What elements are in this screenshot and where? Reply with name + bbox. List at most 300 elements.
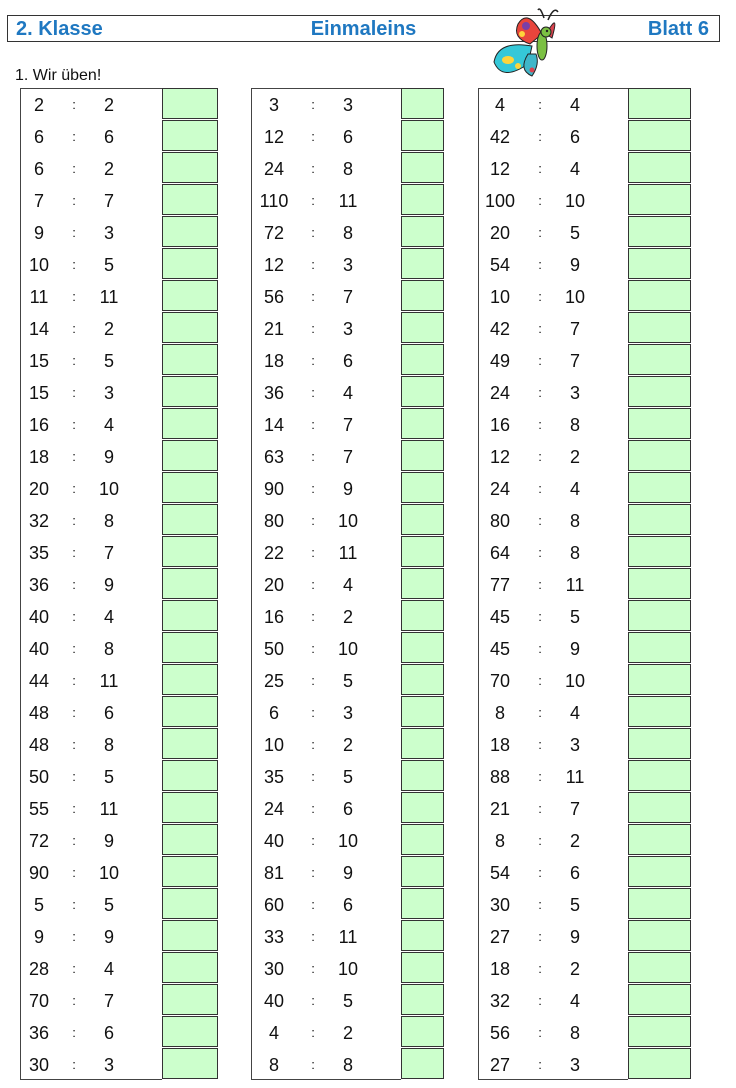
divisor: 10 (564, 287, 586, 307)
answer-cell[interactable] (162, 760, 218, 791)
division-sign: : (311, 129, 315, 144)
answer-cell[interactable] (162, 984, 218, 1015)
answer-cell[interactable] (401, 120, 444, 151)
answer-cell[interactable] (628, 280, 691, 311)
answer-cell[interactable] (162, 312, 218, 343)
answer-cell[interactable] (401, 664, 444, 695)
answer-cell[interactable] (401, 376, 444, 407)
exercise-row (21, 89, 163, 121)
answer-cell[interactable] (162, 632, 218, 663)
exercise-row (21, 249, 163, 281)
exercise-row (479, 153, 629, 185)
dividend: 56 (489, 1023, 511, 1043)
answer-cell[interactable] (162, 88, 218, 119)
answer-cell[interactable] (162, 280, 218, 311)
exercise-row (21, 761, 163, 793)
dividend: 40 (263, 991, 285, 1011)
division-sign: : (72, 161, 76, 176)
divisor: 7 (569, 351, 580, 371)
answer-cell[interactable] (162, 728, 218, 759)
exercise-column-3 (478, 88, 691, 1080)
division-sign: : (311, 481, 315, 496)
answer-cell[interactable] (628, 728, 691, 759)
answer-cell[interactable] (628, 888, 691, 919)
answer-cell[interactable] (401, 920, 444, 951)
exercise-row (252, 185, 402, 217)
divisor: 11 (338, 543, 358, 563)
division-sign: : (311, 97, 315, 112)
exercise-row (252, 793, 402, 825)
answer-cell[interactable] (628, 792, 691, 823)
division-sign: : (538, 289, 542, 304)
exercise-row (21, 825, 163, 857)
answer-cell[interactable] (401, 1016, 444, 1047)
answer-cell[interactable] (162, 216, 218, 247)
answer-cell[interactable] (628, 1016, 691, 1047)
exercise-column-1 (20, 88, 218, 1080)
divisor: 10 (337, 831, 359, 851)
dividend: 33 (263, 927, 285, 947)
division-sign: : (538, 929, 542, 944)
division-sign: : (311, 769, 315, 784)
divisor: 3 (103, 1055, 114, 1075)
answer-cell[interactable] (162, 440, 218, 471)
division-sign: : (72, 353, 76, 368)
exercise-row (21, 633, 163, 665)
divisor: 7 (342, 447, 353, 467)
exercise-row (252, 857, 402, 889)
dividend: 24 (489, 479, 511, 499)
division-sign: : (72, 417, 76, 432)
answer-column (628, 88, 691, 1080)
dividend: 24 (263, 799, 285, 819)
answer-cell[interactable] (162, 248, 218, 279)
dividend: 15 (28, 383, 50, 403)
answer-cell[interactable] (628, 952, 691, 983)
exercise-row (479, 313, 629, 345)
division-sign: : (538, 609, 542, 624)
dividend: 14 (263, 415, 285, 435)
exercise-row (479, 1017, 629, 1049)
exercise-row (252, 729, 402, 761)
division-sign: : (72, 801, 76, 816)
answer-cell[interactable] (401, 344, 444, 375)
dividend: 45 (489, 607, 511, 627)
dividend: 8 (494, 703, 505, 723)
dividend: 27 (489, 1055, 511, 1075)
answer-cell[interactable] (162, 792, 218, 823)
exercise-row (21, 921, 163, 953)
dividend: 4 (268, 1023, 279, 1043)
answer-cell[interactable] (401, 856, 444, 887)
exercise-row (21, 217, 163, 249)
division-sign: : (538, 1057, 542, 1072)
dividend: 50 (263, 639, 285, 659)
exercise-row (21, 281, 163, 313)
exercise-row (479, 121, 629, 153)
exercise-row (479, 1049, 629, 1081)
exercise-row (21, 153, 163, 185)
divisor: 8 (569, 415, 580, 435)
division-sign: : (72, 929, 76, 944)
answer-cell[interactable] (401, 408, 444, 439)
division-sign: : (538, 769, 542, 784)
dividend: 18 (28, 447, 50, 467)
dividend: 72 (263, 223, 285, 243)
divisor: 8 (103, 735, 114, 755)
dividend: 70 (28, 991, 50, 1011)
answer-cell[interactable] (401, 792, 444, 823)
answer-cell[interactable] (162, 856, 218, 887)
answer-column (162, 88, 218, 1080)
divisor: 8 (103, 511, 114, 531)
answer-cell[interactable] (628, 152, 691, 183)
divisor: 3 (342, 255, 353, 275)
answer-cell[interactable] (401, 504, 444, 535)
answer-cell[interactable] (162, 664, 218, 695)
answer-cell[interactable] (401, 312, 444, 343)
dividend: 49 (489, 351, 511, 371)
divisor: 11 (338, 927, 358, 947)
answer-cell[interactable] (628, 856, 691, 887)
dividend: 6 (33, 159, 44, 179)
answer-cell[interactable] (628, 88, 691, 119)
exercise-row (252, 601, 402, 633)
exercise-row (252, 409, 402, 441)
answer-cell[interactable] (401, 216, 444, 247)
divisor: 5 (569, 223, 580, 243)
exercise-row (252, 505, 402, 537)
exercise-row (21, 889, 163, 921)
exercise-row (21, 345, 163, 377)
answer-cell[interactable] (401, 888, 444, 919)
divisor: 3 (569, 735, 580, 755)
divisor: 10 (337, 639, 359, 659)
divisor: 3 (342, 703, 353, 723)
divisor: 11 (99, 799, 119, 819)
divisor: 7 (342, 415, 353, 435)
answer-cell[interactable] (628, 216, 691, 247)
answer-cell[interactable] (628, 632, 691, 663)
divisor: 3 (569, 1055, 580, 1075)
answer-cell[interactable] (401, 952, 444, 983)
division-sign: : (72, 1057, 76, 1072)
answer-cell[interactable] (401, 152, 444, 183)
answer-cell[interactable] (628, 408, 691, 439)
answer-cell[interactable] (401, 1048, 444, 1079)
exercise-row (479, 601, 629, 633)
divisor: 10 (98, 863, 120, 883)
worksheet-header (7, 15, 720, 42)
answer-cell[interactable] (162, 120, 218, 151)
dividend: 50 (28, 767, 50, 787)
exercise-row (252, 89, 402, 121)
answer-cell[interactable] (628, 344, 691, 375)
answer-cell[interactable] (628, 600, 691, 631)
divisor: 5 (569, 895, 580, 915)
dividend: 100 (484, 191, 516, 211)
answer-cell[interactable] (162, 504, 218, 535)
dividend: 27 (489, 927, 511, 947)
divisor: 10 (337, 511, 359, 531)
answer-cell[interactable] (162, 1048, 218, 1079)
dividend: 14 (28, 319, 50, 339)
exercise-row (252, 281, 402, 313)
dividend: 88 (489, 767, 511, 787)
divisor: 5 (103, 351, 114, 371)
answer-cell[interactable] (162, 888, 218, 919)
divisor: 6 (342, 895, 353, 915)
division-sign: : (72, 193, 76, 208)
divisor: 5 (342, 991, 353, 1011)
answer-cell[interactable] (401, 984, 444, 1015)
divisor: 4 (103, 415, 114, 435)
dividend: 54 (489, 863, 511, 883)
exercise-row (21, 857, 163, 889)
answer-cell[interactable] (628, 472, 691, 503)
answer-cell[interactable] (628, 248, 691, 279)
divisor: 6 (342, 799, 353, 819)
answer-cell[interactable] (401, 760, 444, 791)
division-sign: : (538, 961, 542, 976)
dividend: 30 (28, 1055, 50, 1075)
answer-cell[interactable] (401, 632, 444, 663)
answer-cell[interactable] (162, 408, 218, 439)
division-sign: : (311, 993, 315, 1008)
answer-cell[interactable] (628, 1048, 691, 1079)
divisor: 3 (342, 319, 353, 339)
division-sign: : (72, 1025, 76, 1040)
division-sign: : (311, 385, 315, 400)
answer-cell[interactable] (162, 696, 218, 727)
exercise-row (479, 473, 629, 505)
dividend: 20 (489, 223, 511, 243)
answer-cell[interactable] (401, 248, 444, 279)
answer-cell[interactable] (162, 952, 218, 983)
answer-cell[interactable] (628, 504, 691, 535)
answer-cell[interactable] (162, 568, 218, 599)
dividend: 35 (263, 767, 285, 787)
dividend: 48 (28, 703, 50, 723)
answer-cell[interactable] (628, 120, 691, 151)
divisor: 10 (564, 191, 586, 211)
answer-cell[interactable] (162, 472, 218, 503)
divisor: 5 (342, 671, 353, 691)
answer-cell[interactable] (401, 88, 444, 119)
dividend: 63 (263, 447, 285, 467)
divisor: 2 (342, 735, 353, 755)
divisor: 7 (103, 543, 114, 563)
division-sign: : (72, 545, 76, 560)
dividend: 9 (33, 223, 44, 243)
division-sign: : (72, 865, 76, 880)
dividend: 30 (489, 895, 511, 915)
answer-cell[interactable] (401, 536, 444, 567)
task-box (478, 88, 628, 1080)
exercise-row (479, 921, 629, 953)
division-sign: : (538, 513, 542, 528)
answer-cell[interactable] (401, 184, 444, 215)
answer-cell[interactable] (162, 376, 218, 407)
answer-cell[interactable] (628, 312, 691, 343)
divisor: 3 (103, 383, 114, 403)
answer-cell[interactable] (628, 760, 691, 791)
answer-cell[interactable] (162, 152, 218, 183)
exercise-column-2 (251, 88, 444, 1080)
divisor: 6 (342, 351, 353, 371)
dividend: 40 (28, 607, 50, 627)
exercise-row (479, 825, 629, 857)
division-sign: : (311, 161, 315, 176)
dividend: 25 (263, 671, 285, 691)
division-sign: : (311, 865, 315, 880)
answer-cell[interactable] (162, 824, 218, 855)
divisor: 10 (337, 959, 359, 979)
division-sign: : (311, 289, 315, 304)
answer-cell[interactable] (628, 664, 691, 695)
dividend: 64 (489, 543, 511, 563)
division-sign: : (538, 577, 542, 592)
division-sign: : (72, 705, 76, 720)
answer-cell[interactable] (401, 568, 444, 599)
exercise-row (479, 889, 629, 921)
exercise-row (252, 313, 402, 345)
answer-cell[interactable] (628, 568, 691, 599)
dividend: 36 (28, 1023, 50, 1043)
dividend: 18 (489, 735, 511, 755)
exercise-row (252, 441, 402, 473)
division-sign: : (311, 737, 315, 752)
divisor: 4 (103, 607, 114, 627)
answer-cell[interactable] (162, 184, 218, 215)
division-sign: : (538, 129, 542, 144)
answer-cell[interactable] (162, 536, 218, 567)
answer-cell[interactable] (628, 376, 691, 407)
answer-cell[interactable] (401, 440, 444, 471)
divisor: 10 (98, 479, 120, 499)
division-sign: : (538, 641, 542, 656)
exercise-row (21, 185, 163, 217)
dividend: 24 (489, 383, 511, 403)
exercise-row (252, 217, 402, 249)
divisor: 8 (342, 159, 353, 179)
answer-cell[interactable] (401, 728, 444, 759)
answer-cell[interactable] (628, 696, 691, 727)
exercise-row (252, 665, 402, 697)
answer-cell[interactable] (628, 984, 691, 1015)
dividend: 77 (489, 575, 511, 595)
answer-cell[interactable] (628, 440, 691, 471)
divisor: 2 (103, 159, 114, 179)
division-sign: : (311, 673, 315, 688)
exercise-row (21, 121, 163, 153)
dividend: 21 (263, 319, 285, 339)
exercise-row (479, 249, 629, 281)
divisor: 9 (103, 575, 114, 595)
divisor: 11 (99, 287, 119, 307)
answer-cell[interactable] (162, 344, 218, 375)
dividend: 80 (489, 511, 511, 531)
exercise-row (479, 569, 629, 601)
answer-cell[interactable] (628, 920, 691, 951)
answer-cell[interactable] (628, 184, 691, 215)
division-sign: : (538, 257, 542, 272)
worksheet-title: Einmaleins (310, 18, 417, 40)
answer-cell[interactable] (401, 824, 444, 855)
divisor: 11 (565, 575, 585, 595)
division-sign: : (311, 225, 315, 240)
dividend: 40 (28, 639, 50, 659)
answer-cell[interactable] (401, 472, 444, 503)
exercise-row (252, 569, 402, 601)
dividend: 45 (489, 639, 511, 659)
division-sign: : (538, 193, 542, 208)
division-sign: : (72, 225, 76, 240)
division-sign: : (72, 641, 76, 656)
division-sign: : (538, 97, 542, 112)
exercise-row (21, 793, 163, 825)
dividend: 28 (28, 959, 50, 979)
exercise-row (21, 729, 163, 761)
dividend: 3 (268, 95, 279, 115)
division-sign: : (311, 353, 315, 368)
answer-column (401, 88, 444, 1080)
divisor: 2 (342, 607, 353, 627)
answer-cell[interactable] (401, 280, 444, 311)
division-sign: : (311, 929, 315, 944)
exercise-row (479, 281, 629, 313)
division-sign: : (538, 321, 542, 336)
division-sign: : (538, 1025, 542, 1040)
exercise-row (21, 473, 163, 505)
dividend: 21 (489, 799, 511, 819)
exercise-row (479, 89, 629, 121)
division-sign: : (72, 673, 76, 688)
exercise-row (252, 953, 402, 985)
dividend: 80 (263, 511, 285, 531)
dividend: 72 (28, 831, 50, 851)
exercise-row (479, 697, 629, 729)
dividend: 12 (263, 255, 285, 275)
dividend: 10 (489, 287, 511, 307)
answer-cell[interactable] (162, 1016, 218, 1047)
answer-cell[interactable] (162, 600, 218, 631)
divisor: 2 (569, 447, 580, 467)
division-sign: : (72, 897, 76, 912)
dividend: 15 (28, 351, 50, 371)
answer-cell[interactable] (162, 920, 218, 951)
answer-cell[interactable] (401, 696, 444, 727)
division-sign: : (538, 993, 542, 1008)
division-sign: : (311, 545, 315, 560)
divisor: 4 (569, 991, 580, 1011)
dividend: 11 (29, 287, 49, 307)
exercise-row (21, 377, 163, 409)
dividend: 44 (28, 671, 50, 691)
divisor: 9 (342, 863, 353, 883)
answer-cell[interactable] (401, 600, 444, 631)
answer-cell[interactable] (628, 824, 691, 855)
exercise-row (479, 505, 629, 537)
exercise-row (479, 345, 629, 377)
divisor: 2 (569, 831, 580, 851)
division-sign: : (538, 481, 542, 496)
dividend: 32 (489, 991, 511, 1011)
answer-cell[interactable] (628, 536, 691, 567)
division-sign: : (311, 1057, 315, 1072)
divisor: 9 (569, 639, 580, 659)
divisor: 7 (569, 799, 580, 819)
